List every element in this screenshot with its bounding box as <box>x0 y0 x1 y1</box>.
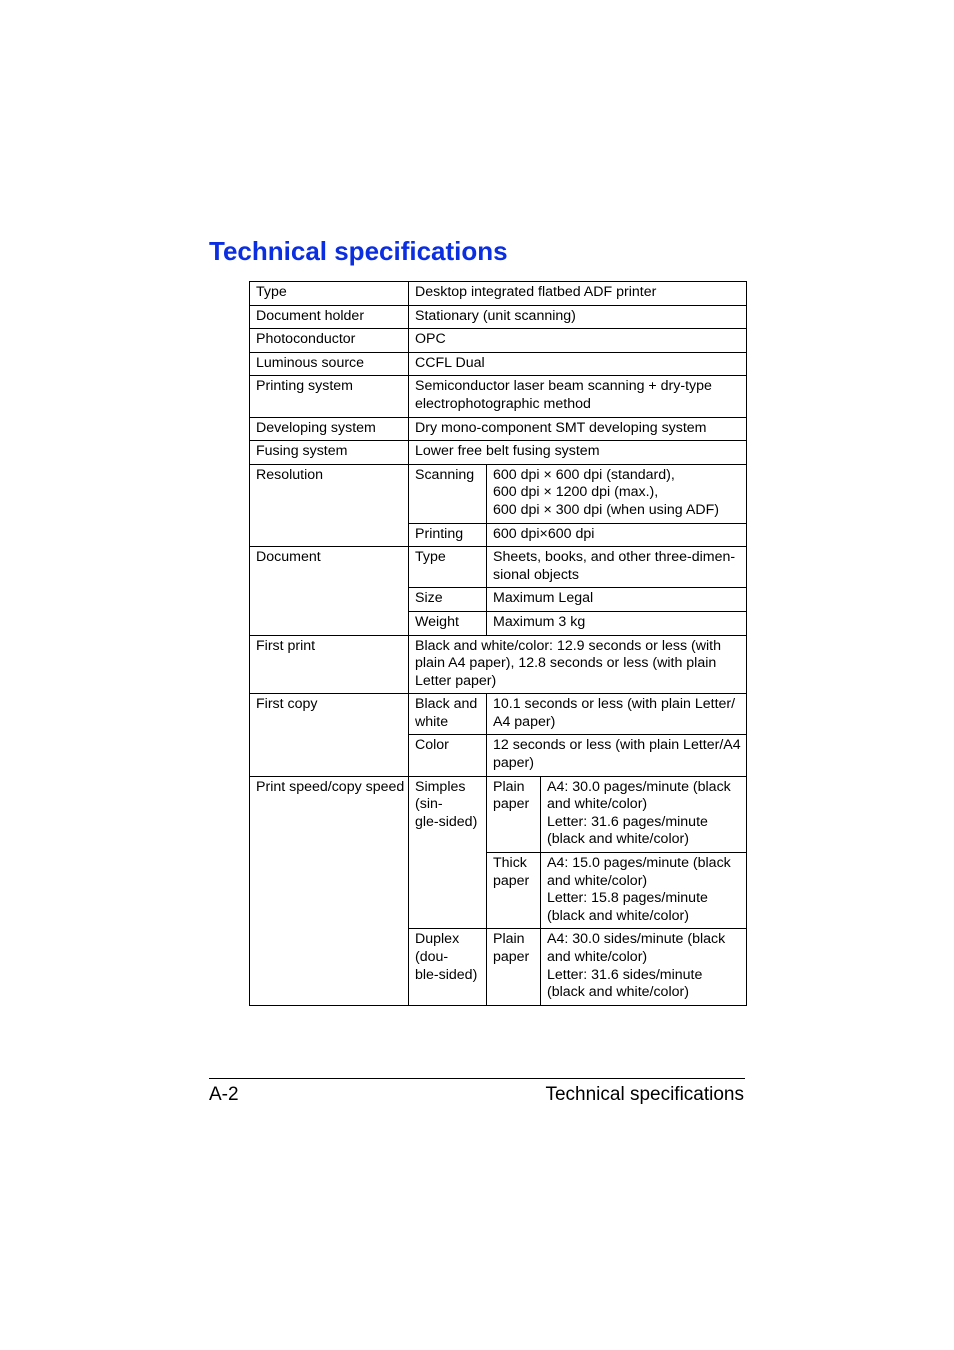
spec-label: First print <box>250 635 409 694</box>
spec-sublabel: Weight <box>409 611 487 635</box>
spec-value: 12 seconds or less (with plain Letter/A4 paper) <box>487 735 747 776</box>
footer-divider <box>209 1078 745 1079</box>
spec-value: OPC <box>409 329 747 353</box>
spec-value: A4: 30.0 sides/minute (black and white/color) Letter: 31.6 sides/minute (black and white/color) <box>541 929 747 1005</box>
spec-table <box>249 281 747 1006</box>
spec-label: Document <box>250 547 409 635</box>
footer-page-number: A-2 <box>209 1084 239 1105</box>
spec-sublabel: Plain paper <box>487 929 541 1005</box>
spec-sublabel: Duplex (dou- ble-sided) <box>409 929 487 1005</box>
spec-value: Maximum 3 kg <box>487 611 747 635</box>
spec-label: Print speed/copy speed <box>250 776 409 1005</box>
table-row <box>250 417 747 441</box>
table-row <box>250 635 747 694</box>
table-row <box>250 694 747 735</box>
spec-label: Luminous source <box>250 352 409 376</box>
spec-sublabel: Black and white <box>409 694 487 735</box>
spec-label: Type <box>250 282 409 306</box>
spec-value: 600 dpi × 600 dpi (standard), 600 dpi × 1200 dpi (max.), 600 dpi × 300 dpi (when using ADF) <box>487 464 747 523</box>
spec-sublabel: Printing <box>409 523 487 547</box>
footer-section-title: Technical specifications <box>545 1084 744 1105</box>
table-row <box>250 776 747 852</box>
table-row <box>250 441 747 465</box>
table-row <box>250 547 747 588</box>
spec-value: 10.1 seconds or less (with plain Letter/ A4 paper) <box>487 694 747 735</box>
spec-sublabel: Plain paper <box>487 776 541 852</box>
spec-sublabel: Thick paper <box>487 853 541 929</box>
spec-label: Printing system <box>250 376 409 417</box>
spec-value: A4: 15.0 pages/minute (black and white/color) Letter: 15.8 pages/minute (black and white/color) <box>541 853 747 929</box>
spec-sublabel: Color <box>409 735 487 776</box>
spec-value: Semiconductor laser beam scanning + dry-type electrophotographic method <box>409 376 747 417</box>
spec-value: A4: 30.0 pages/minute (black and white/color) Letter: 31.6 pages/minute (black and white/color) <box>541 776 747 852</box>
spec-value: CCFL Dual <box>409 352 747 376</box>
spec-value: Stationary (unit scanning) <box>409 305 747 329</box>
table-row <box>250 352 747 376</box>
spec-label: Photoconductor <box>250 329 409 353</box>
table-row <box>250 329 747 353</box>
spec-label: Document holder <box>250 305 409 329</box>
spec-sublabel: Type <box>409 547 487 588</box>
spec-value: Desktop integrated flatbed ADF printer <box>409 282 747 306</box>
table-row <box>250 376 747 417</box>
spec-label: First copy <box>250 694 409 776</box>
spec-value: Lower free belt fusing system <box>409 441 747 465</box>
spec-sublabel: Size <box>409 588 487 612</box>
table-row <box>250 305 747 329</box>
spec-value: 600 dpi×600 dpi <box>487 523 747 547</box>
spec-sublabel: Simples (sin- gle-sided) <box>409 776 487 929</box>
spec-label: Resolution <box>250 464 409 546</box>
table-row <box>250 464 747 523</box>
page-title: Technical specifications <box>209 236 508 266</box>
spec-sublabel: Scanning <box>409 464 487 523</box>
table-row <box>250 282 747 306</box>
spec-value: Dry mono-component SMT developing system <box>409 417 747 441</box>
spec-label: Fusing system <box>250 441 409 465</box>
spec-value: Sheets, books, and other three-dimen- sional objects <box>487 547 747 588</box>
spec-value: Maximum Legal <box>487 588 747 612</box>
spec-label: Developing system <box>250 417 409 441</box>
spec-value: Black and white/color: 12.9 seconds or less (with plain A4 paper), 12.8 seconds or less (with plain Letter paper) <box>409 635 747 694</box>
